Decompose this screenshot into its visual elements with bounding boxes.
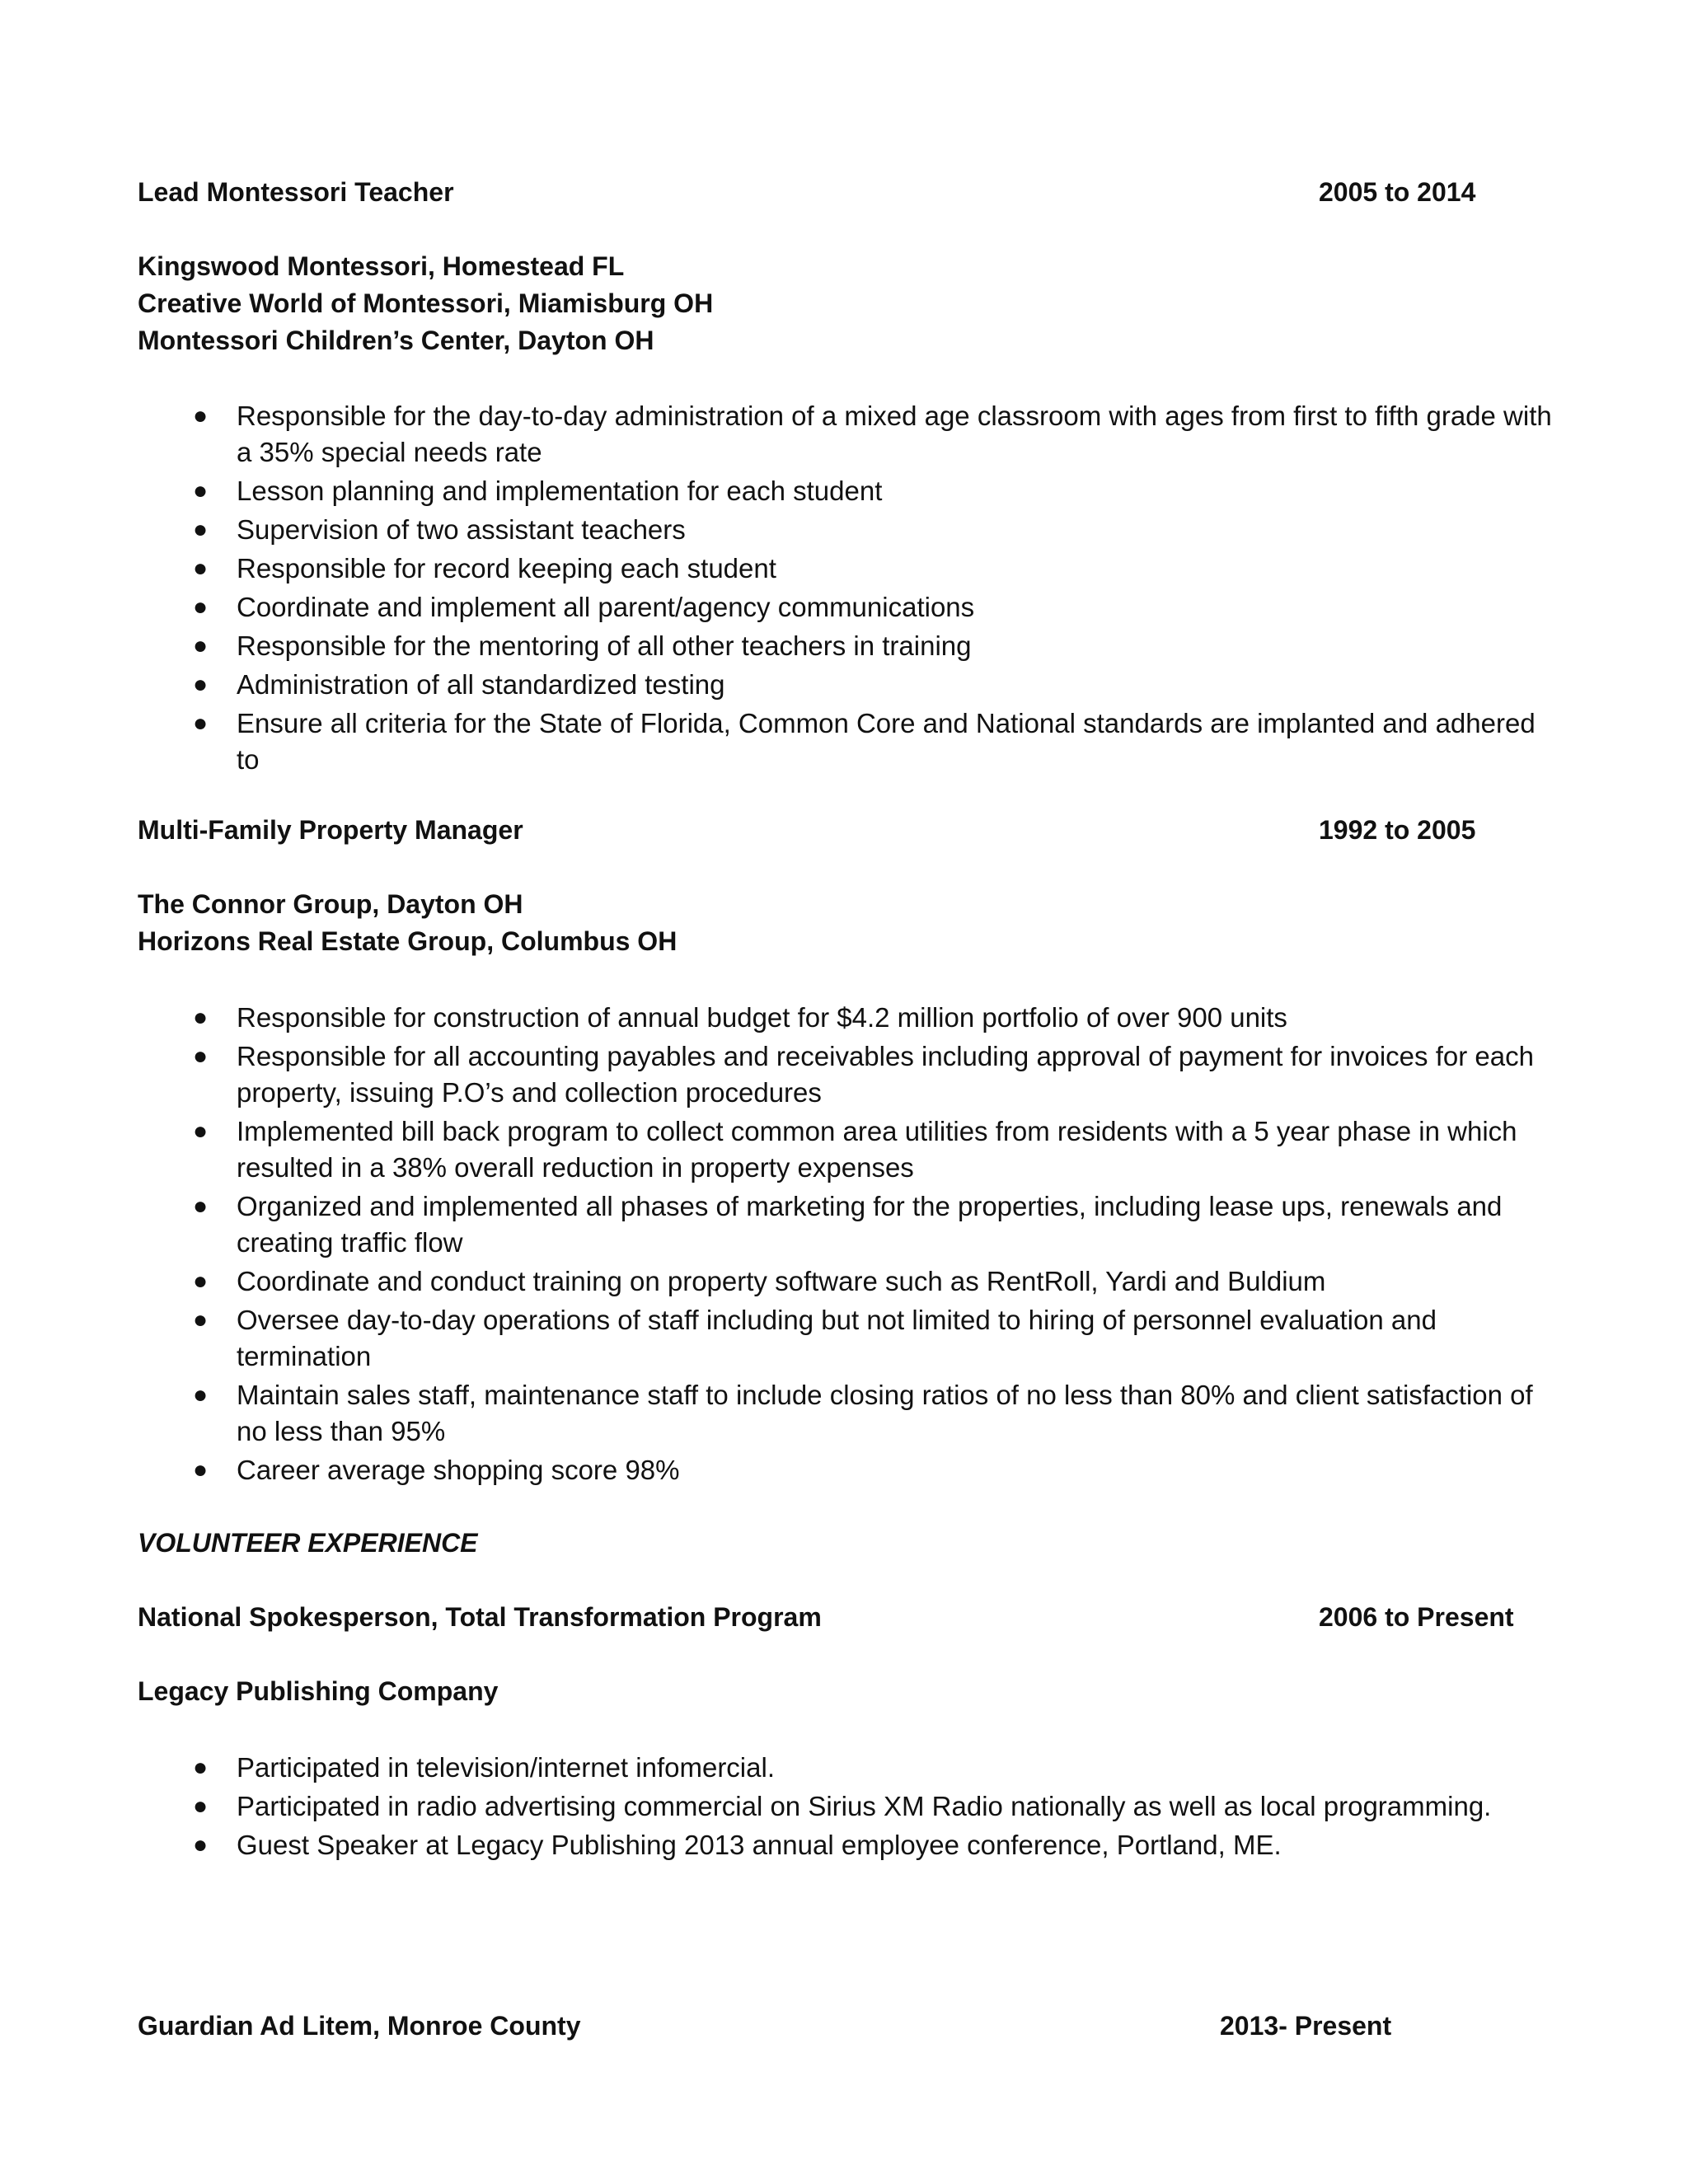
- volunteer-dates-guardian: 2013- Present: [1220, 2011, 1392, 2041]
- volunteer-title-guardian: Guardian Ad Litem, Monroe County: [138, 2011, 581, 2041]
- bullet-icon: ●: [193, 632, 209, 659]
- list-item: ● Oversee day-to-day operations of staff including but not limited to hiring of personnel evaluation and termination: [193, 1305, 1437, 1371]
- bullet-icon: ●: [193, 593, 209, 621]
- list-item: ● Guest Speaker at Legacy Publishing 2013 annual employee conference, Portland, ME.: [193, 1830, 1282, 1860]
- list-item: ● Maintain sales staff, maintenance staff to include closing ratios of no less than 80% and client satisfaction of no less than 95%: [193, 1380, 1533, 1446]
- volunteer-title-spokesperson: National Spokesperson, Total Transformation Program: [138, 1602, 822, 1632]
- list-item: ● Coordinate and conduct training on property software such as RentRoll, Yardi and Buldium: [193, 1266, 1326, 1296]
- bullet-icon: ●: [193, 1381, 209, 1408]
- job-title-property-manager: Multi-Family Property Manager: [138, 815, 523, 845]
- list-item: ● Career average shopping score 98%: [193, 1455, 680, 1485]
- list-item: ● Lesson planning and implementation for each student: [193, 476, 883, 506]
- bullet-icon: ●: [193, 402, 209, 429]
- list-item: ● Responsible for construction of annual budget for $4.2 million portfolio of over 900 units: [193, 1002, 1287, 1033]
- list-item: ● Responsible for all accounting payables and receivables including approval of payment for invoices for each property, issuing P.O’s and collection procedures: [193, 1041, 1534, 1108]
- list-item: ● Responsible for the mentoring of all other teachers in training: [193, 630, 972, 661]
- volunteer-bullets: [0, 1750, 1555, 1863]
- job-org-horizons: Horizons Real Estate Group, Columbus OH: [138, 926, 678, 956]
- bullet-icon: ●: [193, 1306, 209, 1333]
- job-org-montessori-childrens: Montessori Children’s Center, Dayton OH: [138, 326, 654, 355]
- job-org-creative-world: Creative World of Montessori, Miamisburg OH: [138, 288, 714, 318]
- bullet-icon: ●: [193, 1118, 209, 1145]
- bullet-icon: ●: [193, 1004, 209, 1031]
- bullet-icon: ●: [193, 1268, 209, 1295]
- list-item: ● Administration of all standardized testing: [193, 669, 725, 700]
- list-item: ● Supervision of two assistant teachers: [193, 514, 686, 545]
- job-org-connor-group: The Connor Group, Dayton OH: [138, 889, 523, 919]
- list-item: ● Implemented bill back program to collect common area utilities from residents with a 5 year phase in which resulted in a 38% overall reduction in property expenses: [193, 1116, 1517, 1183]
- volunteer-dates-spokesperson: 2006 to Present: [1319, 1602, 1514, 1632]
- list-item: ● Responsible for record keeping each student: [193, 553, 776, 583]
- bullet-icon: ●: [193, 1793, 209, 1820]
- list-item: ● Participated in radio advertising commercial on Sirius XM Radio nationally as well as local programming.: [193, 1791, 1492, 1821]
- bullet-icon: ●: [193, 555, 209, 582]
- volunteer-org-legacy: Legacy Publishing Company: [138, 1676, 499, 1706]
- bullet-icon: ●: [193, 1831, 209, 1858]
- bullet-icon: ●: [193, 710, 209, 737]
- job-dates-property-manager: 1992 to 2005: [1319, 815, 1476, 845]
- list-item: ● Organized and implemented all phases of marketing for the properties, including lease ups, renewals and creating traffic flow: [193, 1191, 1503, 1258]
- job-org-kingswood: Kingswood Montessori, Homestead FL: [138, 251, 625, 281]
- bullet-icon: ●: [193, 1456, 209, 1483]
- bullet-icon: ●: [193, 1043, 209, 1070]
- list-item: ● Responsible for the day-to-day administration of a mixed age classroom with ages from first to fifth grade with a 35% special needs rate: [193, 401, 1552, 467]
- bullet-icon: ●: [193, 671, 209, 698]
- bullet-icon: ●: [193, 516, 209, 543]
- job-bullets-lead-montessori: [0, 398, 1555, 778]
- section-heading-volunteer: VOLUNTEER EXPERIENCE: [138, 1528, 478, 1558]
- job-dates-lead-montessori: 2005 to 2014: [1319, 177, 1476, 207]
- list-item: ● Ensure all criteria for the State of Florida, Common Core and National standards are implanted and adhered to: [193, 708, 1536, 775]
- bullet-icon: ●: [193, 1193, 209, 1220]
- bullet-icon: ●: [193, 477, 209, 504]
- list-item: ● Participated in television/internet infomercial.: [193, 1752, 775, 1783]
- job-title-lead-montessori: Lead Montessori Teacher: [138, 177, 454, 207]
- list-item: ● Coordinate and implement all parent/agency communications: [193, 592, 975, 622]
- job-bullets-property-manager: [0, 1000, 1555, 1488]
- bullet-icon: ●: [193, 1754, 209, 1781]
